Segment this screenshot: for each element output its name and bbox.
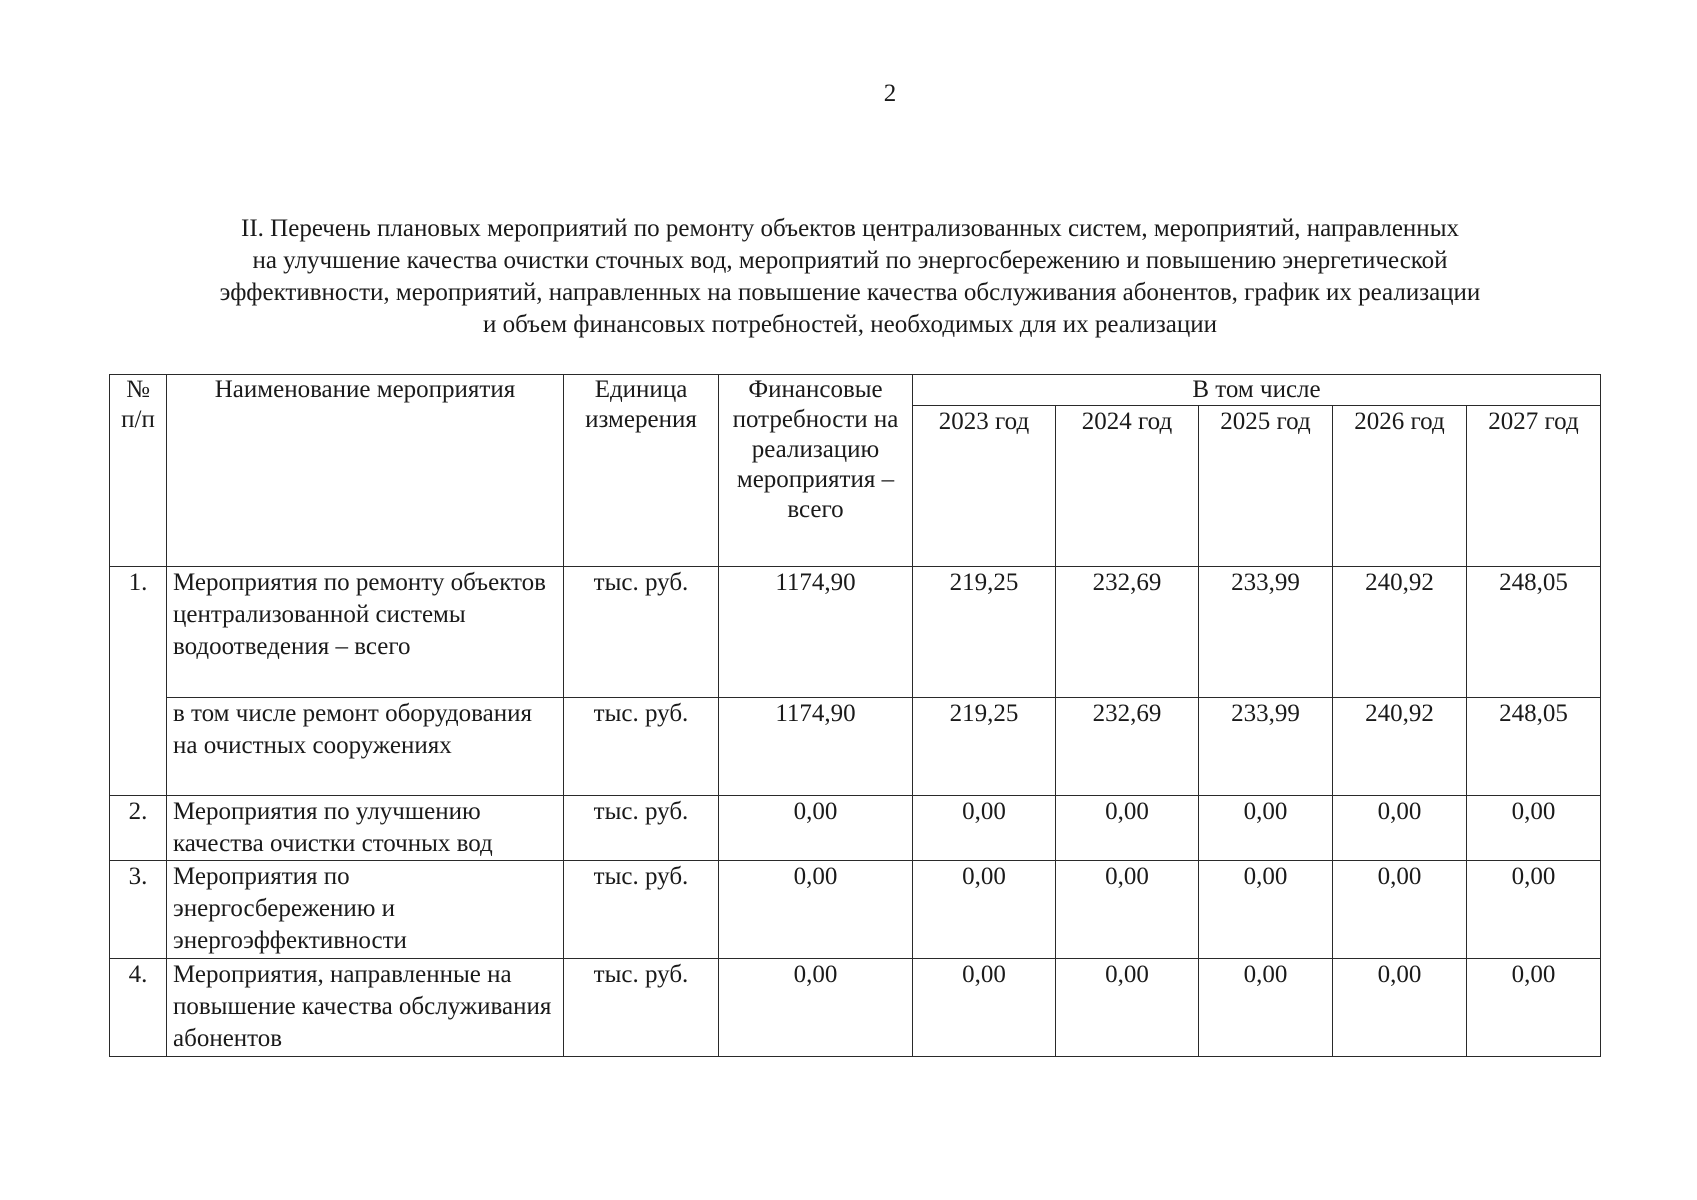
row-unit: тыс. руб. bbox=[564, 861, 719, 959]
row-year-value: 240,92 bbox=[1333, 567, 1467, 698]
row-name: Мероприятия по ремонту объектов централизованной системы водоотведения – всего bbox=[167, 567, 564, 698]
row-year-value: 219,25 bbox=[913, 698, 1056, 796]
table-row bbox=[110, 796, 1601, 861]
table-row bbox=[110, 567, 1601, 698]
row-num: 2. bbox=[110, 796, 167, 861]
row-year-value: 248,05 bbox=[1467, 567, 1601, 698]
section-title-line: и объем финансовых потребностей, необходимых для их реализации bbox=[482, 311, 1218, 338]
row-year-value: 0,00 bbox=[1056, 861, 1199, 959]
header-year: 2027 год bbox=[1467, 406, 1601, 567]
row-num: 3. bbox=[110, 861, 167, 959]
row-year-value: 0,00 bbox=[1467, 861, 1601, 959]
row-unit: тыс. руб. bbox=[564, 796, 719, 861]
measures-table bbox=[109, 374, 1601, 1057]
header-num: № п/п bbox=[110, 375, 167, 567]
section-title-line: на улучшение качества очистки сточных вод, мероприятий по энергосбережению и повышению энергетической bbox=[252, 247, 1448, 274]
header-year: 2024 год bbox=[1056, 406, 1199, 567]
row-total: 0,00 bbox=[719, 796, 913, 861]
row-unit: тыс. руб. bbox=[564, 567, 719, 698]
row-year-value: 0,00 bbox=[1199, 796, 1333, 861]
header-group: В том числе bbox=[913, 375, 1601, 406]
page-number: 2 bbox=[883, 80, 897, 107]
table-row bbox=[110, 861, 1601, 959]
row-name: Мероприятия по улучшению качества очистки сточных вод bbox=[167, 796, 564, 861]
section-title-line: эффективности, мероприятий, направленных на повышение качества обслуживания абонентов, график их реализации bbox=[219, 279, 1481, 306]
row-year-value: 0,00 bbox=[913, 861, 1056, 959]
row-num: 4. bbox=[110, 959, 167, 1057]
row-year-value: 0,00 bbox=[1199, 861, 1333, 959]
row-unit: тыс. руб. bbox=[564, 698, 719, 796]
row-year-value: 219,25 bbox=[913, 567, 1056, 698]
header-year: 2026 год bbox=[1333, 406, 1467, 567]
row-year-value: 0,00 bbox=[913, 959, 1056, 1057]
row-total: 0,00 bbox=[719, 959, 913, 1057]
header-total: Финансовые потребности на реализацию мероприятия – всего bbox=[719, 375, 913, 567]
header-year: 2025 год bbox=[1199, 406, 1333, 567]
row-year-value: 233,99 bbox=[1199, 698, 1333, 796]
row-year-value: 0,00 bbox=[1333, 796, 1467, 861]
table-header-row bbox=[110, 375, 1601, 406]
table-row bbox=[110, 959, 1601, 1057]
row-year-value: 0,00 bbox=[1056, 796, 1199, 861]
header-name: Наименование мероприятия bbox=[167, 375, 564, 567]
row-total: 0,00 bbox=[719, 861, 913, 959]
section-title-line: II. Перечень плановых мероприятий по ремонту объектов централизованных систем, мероприятий, направленных bbox=[241, 215, 1459, 242]
row-year-value: 0,00 bbox=[1467, 796, 1601, 861]
row-year-value: 248,05 bbox=[1467, 698, 1601, 796]
header-year: 2023 год bbox=[913, 406, 1056, 567]
table-row bbox=[110, 698, 1601, 796]
row-year-value: 0,00 bbox=[1333, 861, 1467, 959]
row-year-value: 240,92 bbox=[1333, 698, 1467, 796]
row-name: Мероприятия, направленные на повышение качества обслуживания абонентов bbox=[167, 959, 564, 1057]
header-unit: Единица измерения bbox=[564, 375, 719, 567]
row-year-value: 232,69 bbox=[1056, 698, 1199, 796]
section-title bbox=[120, 213, 1580, 341]
row-year-value: 233,99 bbox=[1199, 567, 1333, 698]
row-unit: тыс. руб. bbox=[564, 959, 719, 1057]
row-year-value: 0,00 bbox=[1199, 959, 1333, 1057]
row-name: в том числе ремонт оборудования на очистных сооружениях bbox=[167, 698, 564, 796]
row-year-value: 232,69 bbox=[1056, 567, 1199, 698]
row-name: Мероприятия по энергосбережению и энергоэффективности bbox=[167, 861, 564, 959]
row-year-value: 0,00 bbox=[1333, 959, 1467, 1057]
row-year-value: 0,00 bbox=[1056, 959, 1199, 1057]
row-num: 1. bbox=[110, 567, 167, 796]
row-year-value: 0,00 bbox=[1467, 959, 1601, 1057]
row-year-value: 0,00 bbox=[913, 796, 1056, 861]
row-total: 1174,90 bbox=[719, 698, 913, 796]
row-total: 1174,90 bbox=[719, 567, 913, 698]
